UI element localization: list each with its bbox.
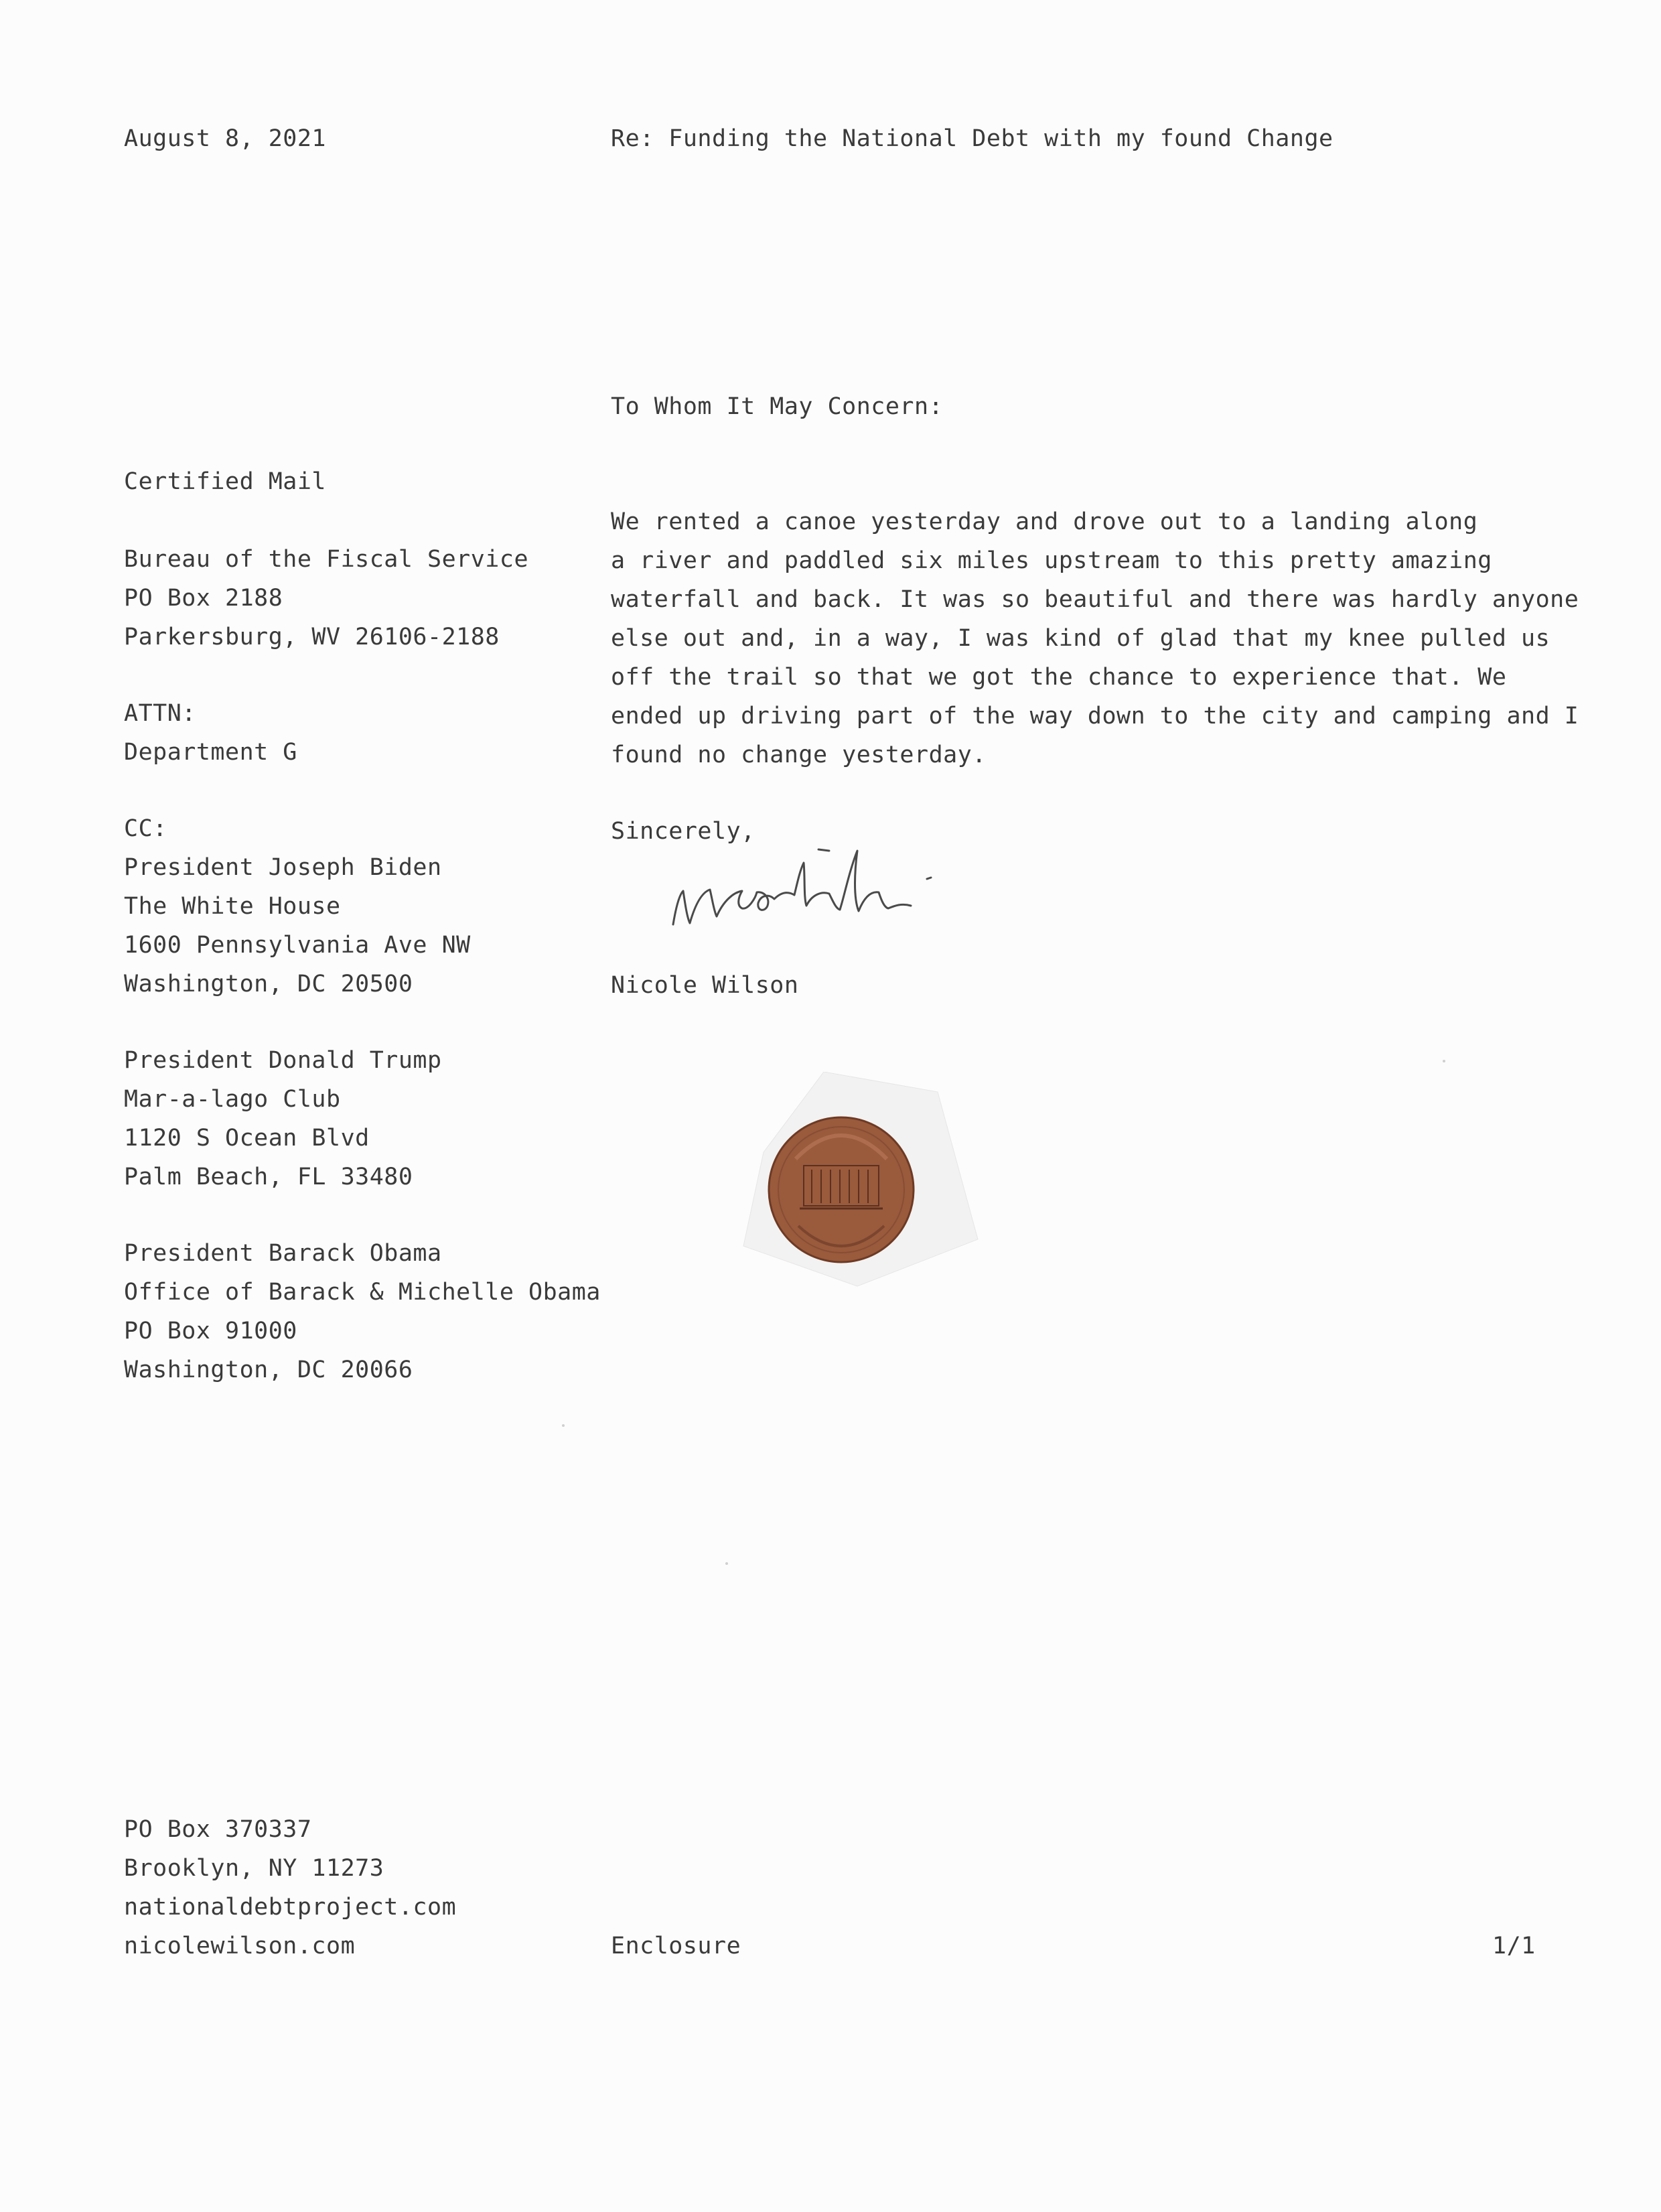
body-line: ended up driving part of the way down to the city and camping and I bbox=[611, 703, 1579, 730]
attn-label: ATTN: bbox=[124, 700, 196, 727]
letter-subject: Re: Funding the National Debt with my found Change bbox=[611, 125, 1333, 152]
taped-penny-image bbox=[723, 1072, 991, 1300]
cc-biden-block bbox=[124, 809, 471, 1004]
salutation: To Whom It May Concern: bbox=[611, 393, 944, 420]
cc-line: President Joseph Biden bbox=[124, 854, 442, 881]
cc-line: Office of Barack & Michelle Obama bbox=[124, 1279, 601, 1306]
recipient-line: Parkersburg, WV 26106-2188 bbox=[124, 624, 500, 650]
return-line: PO Box 370337 bbox=[124, 1816, 312, 1843]
recipient-address bbox=[124, 540, 528, 656]
cc-line: PO Box 91000 bbox=[124, 1318, 297, 1344]
body-line: off the trail so that we got the chance to experience that. We bbox=[611, 664, 1507, 691]
recipient-line: Bureau of the Fiscal Service bbox=[124, 546, 529, 573]
cc-line: Palm Beach, FL 33480 bbox=[124, 1164, 413, 1190]
recipient-line: PO Box 2188 bbox=[124, 585, 283, 612]
cc-trump-block bbox=[124, 1041, 442, 1196]
body-line: a river and paddled six miles upstream to this pretty amazing bbox=[611, 547, 1492, 574]
cc-line: 1120 S Ocean Blvd bbox=[124, 1125, 370, 1152]
return-line: nationaldebtproject.com bbox=[124, 1894, 457, 1921]
cc-line: Mar-a-lago Club bbox=[124, 1086, 341, 1113]
cc-line: 1600 Pennsylvania Ave NW bbox=[124, 932, 471, 959]
cc-line: The White House bbox=[124, 893, 341, 920]
cc-line: President Barack Obama bbox=[124, 1240, 442, 1267]
scan-speck bbox=[1443, 1060, 1445, 1062]
letter-date: August 8, 2021 bbox=[124, 125, 327, 152]
letter-body bbox=[611, 502, 1579, 774]
cc-line: President Donald Trump bbox=[124, 1047, 442, 1074]
attn-department: Department G bbox=[124, 739, 297, 766]
return-line: Brooklyn, NY 11273 bbox=[124, 1855, 384, 1882]
scan-speck bbox=[725, 1562, 728, 1565]
mail-type: Certified Mail bbox=[124, 468, 327, 495]
cc-line: Washington, DC 20066 bbox=[124, 1357, 413, 1383]
scan-speck bbox=[562, 1424, 565, 1427]
attn-block bbox=[124, 694, 297, 772]
cc-obama-block bbox=[124, 1234, 601, 1389]
page-number: 1/1 bbox=[1492, 1933, 1536, 1959]
body-line: else out and, in a way, I was kind of glad that my knee pulled us bbox=[611, 625, 1550, 652]
signature-image bbox=[663, 831, 1011, 945]
body-line: We rented a canoe yesterday and drove out to a landing along bbox=[611, 508, 1478, 535]
return-line: nicolewilson.com bbox=[124, 1933, 356, 1959]
cc-label: CC: bbox=[124, 815, 167, 842]
enclosure-note: Enclosure bbox=[611, 1933, 741, 1959]
body-line: waterfall and back. It was so beautiful and there was hardly anyone bbox=[611, 586, 1579, 613]
return-address bbox=[124, 1810, 456, 1965]
signer-name: Nicole Wilson bbox=[611, 972, 799, 999]
body-line: found no change yesterday. bbox=[611, 742, 987, 768]
cc-line: Washington, DC 20500 bbox=[124, 971, 413, 997]
closing: Sincerely, bbox=[611, 818, 755, 845]
